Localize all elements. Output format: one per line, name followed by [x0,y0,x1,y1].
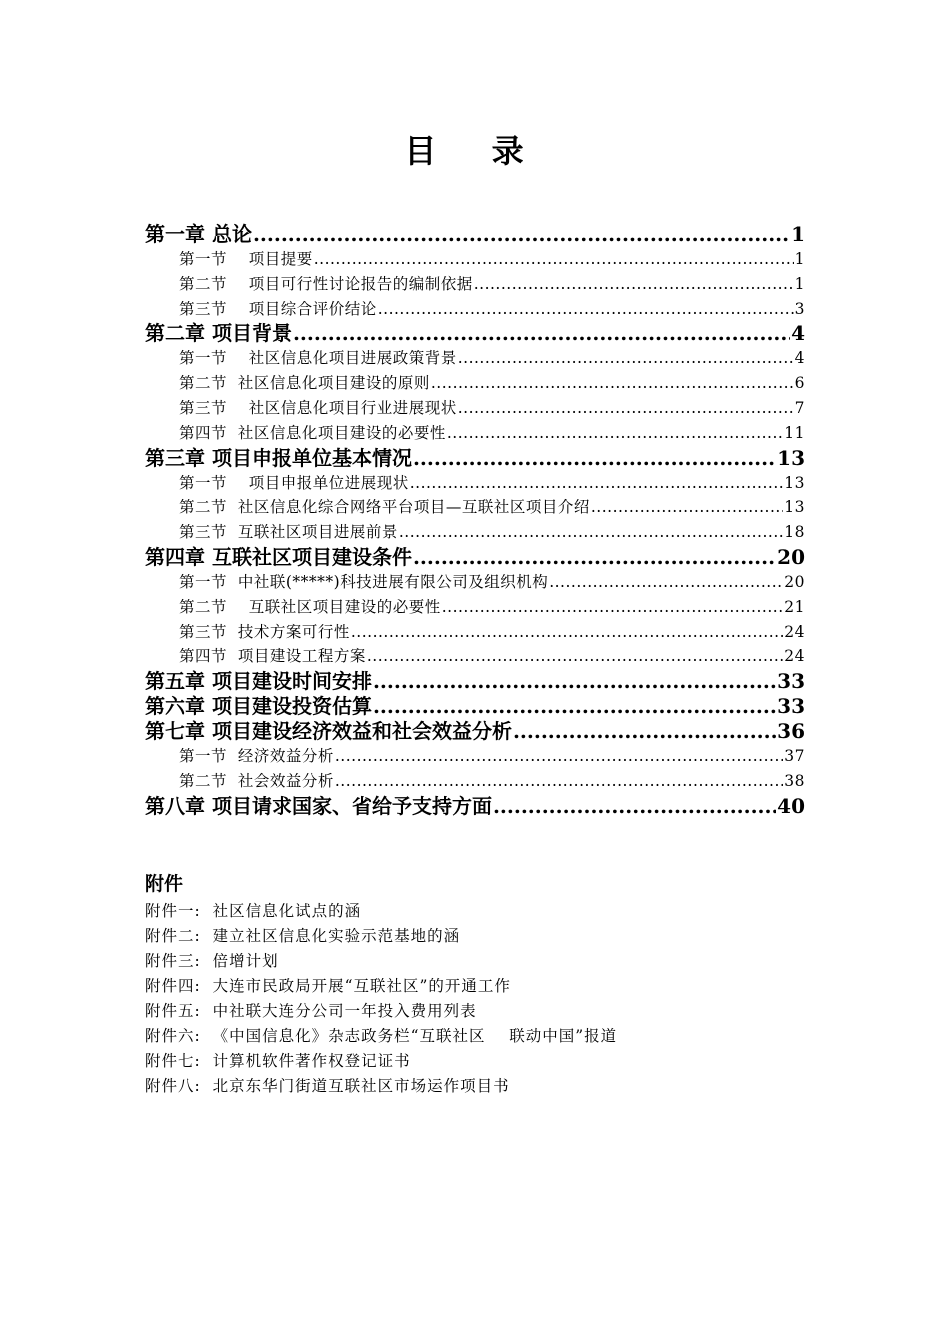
toc-entry-title: 第一节 社区信息化项目进展政策背景 [179,349,457,368]
toc-page-number: 11 [784,423,805,442]
toc-leader-dots [367,644,783,669]
toc-chapter-entry[interactable] [145,222,805,247]
toc-leader-dots [335,744,783,769]
toc-entry-title: 第五章 项目建设时间安排 [145,669,372,694]
toc-entry-title: 第三节 项目综合评价结论 [179,299,377,318]
toc-entry-title: 第四节 社区信息化项目建设的必要性 [179,423,446,442]
toc-entry-title: 第一节 中社联(*****)科技进展有限公司及组织机构 [179,572,549,591]
attachments-heading: 附件 [145,873,184,895]
toc-entry-title: 第二节 互联社区项目建设的必要性 [179,597,441,616]
toc-leader-dots [413,446,776,471]
toc-section-entry[interactable] [145,620,805,645]
toc-leader-dots [293,321,790,346]
toc-section-entry[interactable] [145,396,805,421]
toc-page-number: 24 [784,622,805,641]
toc-entry-title: 第八章 项目请求国家、省给予支持方面 [145,793,492,818]
toc-leader-dots [335,769,783,794]
toc-leader-dots [474,272,794,297]
toc-leader-dots [431,371,794,396]
toc-entry-title: 第二节 社区信息化综合网络平台项目—互联社区项目介绍 [179,498,590,517]
attachment-item: 附件二: 建立社区信息化实验示范基地的涵 [145,927,461,945]
toc-page-number: 1 [791,222,805,246]
toc-page-number: 1 [794,250,805,268]
toc-page-number: 20 [777,544,805,569]
toc-page-number: 40 [777,793,805,818]
attachment-item: 附件三: 倍增计划 [145,952,279,970]
toc-page-number: 24 [784,647,805,666]
toc-page-number: 21 [784,597,805,616]
toc-section-entry[interactable] [145,247,805,272]
toc-chapter-entry[interactable] [145,446,805,471]
toc-leader-dots [314,247,794,272]
toc-section-entry[interactable] [145,297,805,322]
toc-leader-dots [549,570,783,595]
toc-page-number: 1 [794,274,805,293]
toc-chapter-entry[interactable] [145,669,805,694]
attachment-item: 附件一: 社区信息化试点的涵 [145,902,362,920]
toc-leader-dots [442,595,784,620]
toc-entry-title: 第三节 技术方案可行性 [179,622,350,641]
attachment-item: 附件五: 中社联大连分公司一年投入费用列表 [145,1002,477,1020]
toc-page-number: 18 [784,523,805,542]
toc-page-number: 38 [784,771,805,790]
toc-section-entry[interactable] [145,346,805,371]
attachment-item: 附件八: 北京东华门街道互联社区市场运作项目书 [145,1077,510,1095]
toc-leader-dots [253,222,790,247]
toc-entry-title: 第一节 经济效益分析 [179,747,334,766]
toc-entry-title: 第七章 项目建设经济效益和社会效益分析 [145,719,512,744]
toc-entry-title: 第二节 社会效益分析 [179,771,334,790]
toc-section-entry[interactable] [145,769,805,794]
toc-entry-title: 第六章 项目建设投资估算 [145,694,372,719]
toc-leader-dots [399,520,783,545]
toc-chapter-entry[interactable] [145,719,805,744]
toc-chapter-entry[interactable] [145,694,805,719]
toc-leader-dots [373,669,776,694]
toc-page-number: 33 [777,694,805,719]
attachments-section [145,870,617,1099]
toc-leader-dots [378,297,794,322]
toc-entry-title: 第二章 项目背景 [145,321,292,346]
toc-entry-title: 第四节 项目建设工程方案 [179,647,366,666]
toc-chapter-entry[interactable] [145,545,805,570]
toc-section-entry[interactable] [145,570,805,595]
toc-page-number: 33 [777,669,805,694]
page-title: 目 录 [404,132,546,170]
toc-section-entry[interactable] [145,520,805,545]
toc-entry-title: 第二节 项目可行性讨论报告的编制依据 [179,274,473,293]
toc-leader-dots [513,719,776,744]
toc-page-number: 13 [784,473,805,492]
toc-leader-dots [373,694,776,719]
toc-entry-title: 第三章 项目申报单位基本情况 [145,445,412,470]
attachment-item: 附件七: 计算机软件著作权登记证书 [145,1052,411,1070]
toc-page-number: 6 [794,374,805,393]
table-of-contents [145,222,805,819]
toc-section-entry[interactable] [145,371,805,396]
toc-entry-title: 第一节 项目申报单位进展现状 [179,473,409,492]
toc-leader-dots [410,471,784,496]
toc-entry-title: 第三节 社区信息化项目行业进展现状 [179,398,457,417]
toc-page-number: 13 [784,498,805,517]
toc-page-number: 4 [791,321,805,346]
toc-page-number: 4 [794,349,805,368]
attachments-list [145,899,617,1099]
toc-page-number: 3 [794,299,805,318]
toc-leader-dots [493,794,776,819]
toc-entry-title: 第一章 总论 [145,222,252,246]
toc-chapter-entry[interactable] [145,794,805,819]
toc-entry-title: 第二节 社区信息化项目建设的原则 [179,374,430,393]
toc-section-entry[interactable] [145,644,805,669]
toc-page-number: 20 [784,572,805,591]
attachment-item: 附件六: 《中国信息化》杂志政务栏“互联社区 联动中国”报道 [145,1027,618,1045]
toc-leader-dots [413,545,776,570]
toc-page-number: 37 [784,747,805,766]
toc-leader-dots [447,421,783,446]
toc-entry-title: 第一节 项目提要 [179,250,313,268]
toc-page-number: 13 [777,445,805,470]
toc-leader-dots [591,495,783,520]
toc-section-entry[interactable] [145,471,805,496]
attachment-item: 附件四: 大连市民政局开展“互联社区”的开通工作 [145,977,511,995]
toc-entry-title: 第三节 互联社区项目进展前景 [179,523,398,542]
toc-page-number: 36 [777,719,805,744]
toc-chapter-entry[interactable] [145,321,805,346]
toc-section-entry[interactable] [145,272,805,297]
toc-leader-dots [458,346,794,371]
toc-page-number: 7 [794,398,805,417]
toc-section-entry[interactable] [145,495,805,520]
toc-section-entry[interactable] [145,421,805,446]
toc-section-entry[interactable] [145,595,805,620]
toc-section-entry[interactable] [145,744,805,769]
toc-entry-title: 第四章 互联社区项目建设条件 [145,544,412,569]
toc-leader-dots [351,620,783,645]
toc-leader-dots [458,396,794,421]
